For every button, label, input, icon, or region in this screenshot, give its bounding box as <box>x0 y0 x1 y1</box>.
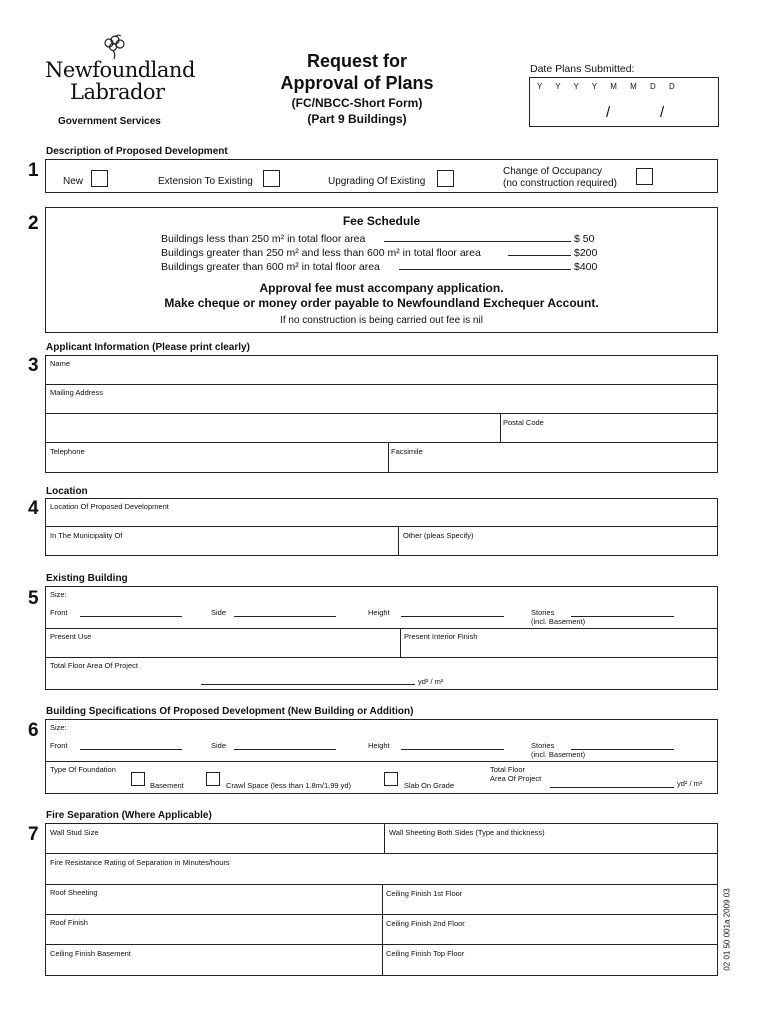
date-separator-1: / <box>606 104 611 121</box>
option-change-occupancy-label-2: (no construction required) <box>503 178 617 189</box>
logo-line-1: Newfoundland <box>45 58 195 82</box>
fire-rating-field[interactable] <box>46 854 717 884</box>
fee-row-3-label: Buildings greater than 600 m² in total floor area <box>161 261 380 273</box>
section-7-number: 7 <box>28 824 39 845</box>
name-field-label: Name <box>50 359 71 368</box>
existing-stories-label: Stories <box>531 608 555 617</box>
existing-total-floor-field[interactable] <box>201 684 415 685</box>
checkbox-crawl-space[interactable] <box>206 772 220 786</box>
new-units-label: yd² / m² <box>677 779 703 788</box>
existing-total-floor-label: Total Floor Area Of Project <box>50 661 138 670</box>
postal-code-field[interactable] <box>501 414 717 442</box>
roof-finish-label: Roof Finish <box>50 918 88 927</box>
date-submitted-label: Date Plans Submitted: <box>530 63 635 75</box>
form-subtitle-line-2: (Part 9 Buildings) <box>307 112 407 126</box>
fee-schedule-title: Fee Schedule <box>342 214 421 228</box>
section-1-number: 1 <box>28 160 39 181</box>
existing-front-label: Front <box>50 608 68 617</box>
municipality-label: In The Municipality Of <box>50 531 123 540</box>
existing-height-label: Height <box>368 608 390 617</box>
ceiling-2nd-label: Ceiling Finish 2nd Floor <box>386 919 465 928</box>
new-side-field[interactable] <box>234 749 336 750</box>
fee-row-1-amount: $ 50 <box>574 233 595 245</box>
checkbox-basement[interactable] <box>131 772 145 786</box>
section-6-box <box>45 719 718 794</box>
fee-row-2-amount: $200 <box>574 247 598 259</box>
section-3-number: 3 <box>28 355 39 376</box>
fee-row-1-label: Buildings less than 250 m² in total floor area <box>161 233 366 245</box>
department-label: Government Services <box>58 116 161 127</box>
checkbox-new[interactable] <box>91 170 108 187</box>
present-finish-field[interactable] <box>401 629 717 657</box>
section-4-number: 4 <box>28 498 39 519</box>
new-total-floor-label-1: Total Floor <box>490 765 526 774</box>
mailing-address-label: Mailing Address <box>50 388 103 397</box>
logo-line-2: Labrador <box>70 80 165 104</box>
ceiling-1st-field[interactable] <box>383 885 717 914</box>
fee-note: If no construction is being carried out fee is nil <box>280 315 483 326</box>
facsimile-field[interactable] <box>389 443 717 472</box>
section-5-number: 5 <box>28 588 39 609</box>
section-3-title: Applicant Information (Please print clearly) <box>46 342 250 353</box>
roof-sheeting-label: Roof Sheeting <box>50 888 98 897</box>
wall-stud-field[interactable] <box>46 824 383 853</box>
new-front-field[interactable] <box>80 749 182 750</box>
telephone-field[interactable] <box>46 443 387 472</box>
section-2-number: 2 <box>28 213 39 234</box>
ceiling-top-field[interactable] <box>383 945 717 975</box>
fire-rating-label: Fire Resistance Rating of Separation in Minutes/hours <box>50 858 230 867</box>
wall-sheeting-field[interactable] <box>385 824 717 853</box>
option-change-occupancy-label-1: Change of Occupancy <box>503 166 602 177</box>
location-label: Location Of Proposed Development <box>50 502 169 511</box>
telephone-label: Telephone <box>50 447 85 456</box>
form-title-line-2: Approval of Plans <box>280 73 434 93</box>
fee-row-3-amount: $400 <box>574 261 598 273</box>
municipality-field[interactable] <box>46 527 397 555</box>
checkbox-extension[interactable] <box>263 170 280 187</box>
fee-notice-line-2: Make cheque or money order payable to Newfoundland Exchequer Account. <box>164 296 599 310</box>
roof-finish-field[interactable] <box>46 915 381 944</box>
ceiling-basement-field[interactable] <box>46 945 381 975</box>
existing-side-field[interactable] <box>234 616 336 617</box>
pitcher-plant-logo-icon <box>100 34 130 60</box>
new-total-floor-label-2: Area Of Project <box>490 774 542 783</box>
fee-row-1-leader <box>384 241 571 242</box>
new-height-label: Height <box>368 741 390 750</box>
existing-units-label: yd² / m² <box>418 677 444 686</box>
checkbox-slab[interactable] <box>384 772 398 786</box>
section-1-title: Description of Proposed Development <box>46 146 228 157</box>
name-field[interactable] <box>46 356 717 384</box>
other-location-label: Other (pleas Specify) <box>403 531 474 540</box>
section-6-title: Building Specifications Of Proposed Development (New Building or Addition) <box>46 706 414 717</box>
form-code: 02 01 50 001a 2009 03 <box>722 888 732 971</box>
fee-notice-line-1: Approval fee must accompany application. <box>259 281 504 295</box>
form-subtitle-line-1: (FC/NBCC-Short Form) <box>291 96 423 110</box>
existing-stories-field[interactable] <box>571 616 674 617</box>
roof-sheeting-field[interactable] <box>46 885 381 914</box>
ceiling-2nd-field[interactable] <box>383 915 717 944</box>
wall-sheeting-label: Wall Sheeting Both Sides (Type and thickness) <box>389 828 545 837</box>
section-4-title: Location <box>46 486 88 497</box>
location-field[interactable] <box>46 499 717 526</box>
option-extension-label: Extension To Existing <box>158 176 253 187</box>
new-side-label: Side <box>211 741 227 750</box>
new-size-label: Size: <box>50 723 67 732</box>
existing-side-label: Side <box>211 608 227 617</box>
new-stories-note: (incl. Basement) <box>531 750 586 759</box>
date-format-guide: Y Y Y Y M M D D <box>537 82 675 91</box>
section-6-number: 6 <box>28 720 39 741</box>
option-upgrading-label: Upgrading Of Existing <box>328 176 426 187</box>
fee-row-2-label: Buildings greater than 250 m² and less than 600 m² in total floor area <box>161 247 481 259</box>
fee-row-2-leader <box>508 255 571 256</box>
checkbox-change-occupancy[interactable] <box>636 168 653 185</box>
wall-stud-label: Wall Stud Size <box>50 828 99 837</box>
new-stories-field[interactable] <box>571 749 674 750</box>
postal-code-label: Postal Code <box>503 418 544 427</box>
checkbox-upgrading[interactable] <box>437 170 454 187</box>
new-stories-label: Stories <box>531 741 555 750</box>
present-finish-label: Present Interior Finish <box>404 632 478 641</box>
existing-stories-note: (incl. Basement) <box>531 617 586 626</box>
present-use-label: Present Use <box>50 632 92 641</box>
date-separator-2: / <box>660 104 665 121</box>
existing-front-field[interactable] <box>80 616 182 617</box>
foundation-type-label: Type Of Foundation <box>50 765 116 774</box>
existing-size-label: Size: <box>50 590 67 599</box>
section-7-title: Fire Separation (Where Applicable) <box>46 810 212 821</box>
other-location-field[interactable] <box>399 527 717 555</box>
new-height-field[interactable] <box>401 749 504 750</box>
form-title-line-1: Request for <box>306 51 407 71</box>
fee-row-3-leader <box>399 269 571 270</box>
ceiling-basement-label: Ceiling Finish Basement <box>50 949 131 958</box>
crawl-space-label: Crawl Space (less than 1.8m/1.99 yd) <box>226 781 352 790</box>
new-total-floor-field[interactable] <box>550 787 674 788</box>
slab-label: Slab On Grade <box>404 781 455 790</box>
ceiling-top-label: Ceiling Finish Top Floor <box>386 949 465 958</box>
existing-height-field[interactable] <box>401 616 504 617</box>
new-front-label: Front <box>50 741 68 750</box>
basement-label: Basement <box>150 781 184 790</box>
option-new-label: New <box>63 176 84 187</box>
ceiling-1st-label: Ceiling Finish 1st Floor <box>386 889 463 898</box>
present-use-field[interactable] <box>46 629 399 657</box>
facsimile-label: Facsimile <box>391 447 423 456</box>
section-5-title: Existing Building <box>46 573 128 584</box>
